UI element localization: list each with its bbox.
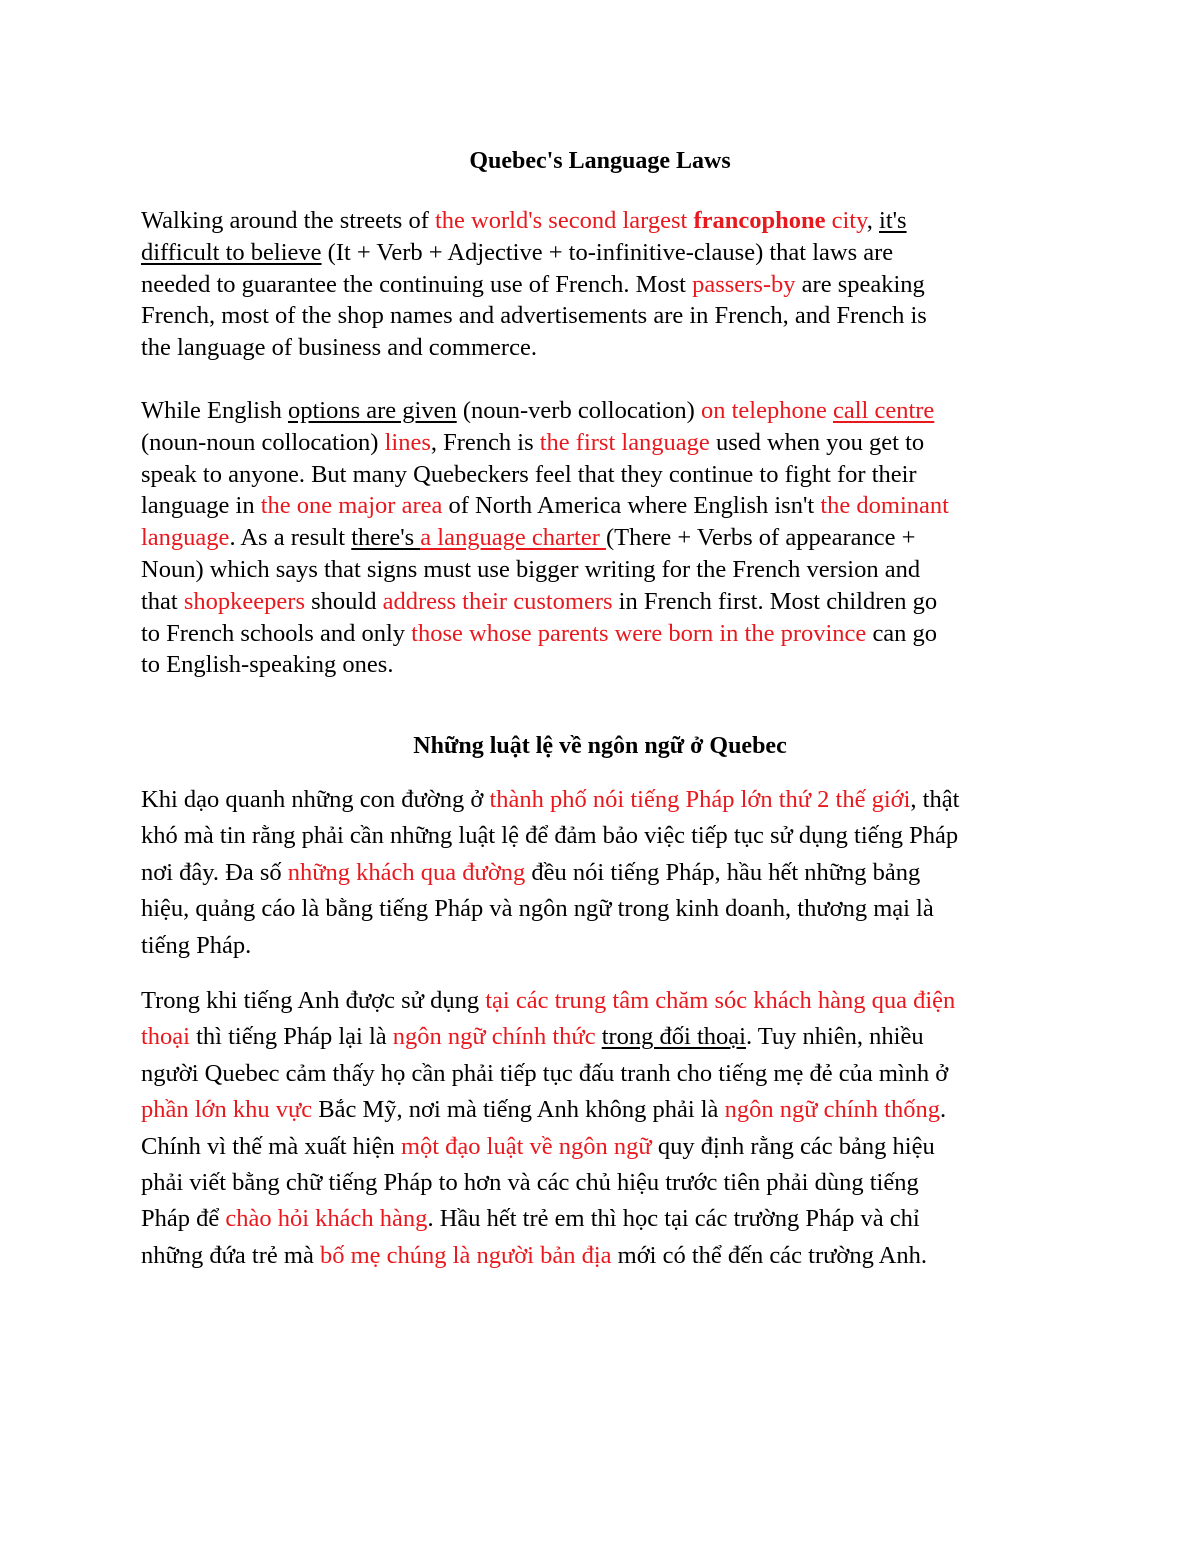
text-run: hiệu, quảng cáo là bằng tiếng Pháp và ngôn ngữ trong kinh doanh, thương mại là [141, 895, 934, 923]
highlighted-phrase: the one major area [260, 492, 443, 520]
vietnamese-paragraph-2 [141, 983, 1066, 1274]
text-run: language in [141, 492, 261, 520]
highlighted-phrase: thoại [141, 1023, 190, 1051]
text-run: Chính vì thế mà xuất hiện [141, 1132, 401, 1160]
english-paragraph-1 [141, 205, 1066, 364]
text-run: there's [351, 524, 421, 552]
text-run: , thật [910, 786, 960, 813]
text-run: to English-speaking ones. [141, 651, 394, 679]
highlighted-phrase: the dominant [820, 492, 949, 520]
highlighted-phrase: call centre [832, 397, 935, 424]
text-run: (noun-noun collocation) [141, 428, 385, 456]
text-run: . Hầu hết trẻ em thì học tại các trường Pháp và chỉ [427, 1205, 920, 1233]
highlighted-phrase: language [141, 524, 230, 552]
text-run: nơi đây. Đa số [141, 858, 288, 886]
highlighted-phrase: francophone [693, 207, 826, 234]
text-run: speak to anyone. But many Quebeckers feel that they continue to fight for their [141, 460, 917, 488]
text-run: mới có thể đến các trường Anh. [611, 1241, 927, 1269]
text-run: , French is [430, 428, 540, 456]
text-run: of North America where English isn't [442, 492, 821, 520]
text-run: quy định rằng các bảng hiệu [651, 1132, 935, 1160]
highlighted-phrase: ngôn ngữ chính thức [392, 1023, 596, 1051]
highlighted-phrase: những khách qua đường [287, 858, 526, 886]
text-run: in French first. Most children go [612, 587, 938, 615]
highlighted-phrase: tại các trung tâm chăm sóc khách hàng qua điện [485, 987, 956, 1014]
highlighted-phrase: passers-by [692, 270, 796, 298]
highlighted-phrase: the world's second largest [435, 207, 694, 234]
text-run: thì tiếng Pháp lại là [190, 1023, 393, 1051]
highlighted-phrase: address their customers [382, 587, 613, 615]
text-run: needed to guarantee the continuing use of French. Most [141, 270, 693, 298]
text-run: Khi dạo quanh những con đường ở [141, 786, 490, 813]
highlighted-phrase: shopkeepers [183, 587, 305, 615]
text-run: used when you get to [709, 428, 925, 456]
english-title: Quebec's Language Laws [469, 148, 731, 174]
highlighted-phrase: lines [384, 428, 431, 456]
text-run: trong đối thoại [601, 1023, 746, 1051]
text-run: Trong khi tiếng Anh được sử dụng [141, 987, 486, 1014]
highlighted-phrase: on telephone [700, 397, 833, 424]
text-run: While English [141, 397, 288, 424]
english-paragraph-2 [141, 395, 1066, 681]
text-run: Noun) which says that signs must use bigger writing for the French version and [141, 555, 921, 583]
vietnamese-title: Những luật lệ về ngôn ngữ ở Quebec [413, 733, 787, 759]
highlighted-phrase: thành phố nói tiếng Pháp lớn thứ 2 thế giới [489, 786, 911, 813]
highlighted-phrase: those whose parents were born in the province [411, 619, 867, 647]
text-run: tiếng Pháp. [141, 931, 252, 959]
text-run: khó mà tin rằng phải cần những luật lệ để đảm bảo việc tiếp tục sử dụng tiếng Pháp [141, 822, 959, 850]
text-run: . Tuy nhiên, nhiều [745, 1023, 924, 1051]
text-run: những đứa trẻ mà [141, 1241, 320, 1269]
text-run: should [304, 587, 383, 615]
text-run: . [939, 1096, 947, 1124]
highlighted-phrase: chào hỏi khách hàng [225, 1205, 428, 1233]
highlighted-phrase: a language charter [420, 524, 606, 552]
text-run: to French schools and only [141, 619, 412, 647]
highlighted-phrase: ngôn ngữ chính thống [724, 1096, 940, 1124]
text-run: đều nói tiếng Pháp, hầu hết những bảng [525, 858, 921, 886]
text-run: , [866, 207, 880, 234]
text-run: it's [879, 207, 907, 234]
text-run: that [141, 587, 184, 615]
text-run: (It + Verb + Adjective + to-infinitive-clause) that laws are [321, 238, 894, 266]
highlighted-phrase: một đạo luật về ngôn ngữ [400, 1132, 652, 1160]
text-run: người Quebec cảm thấy họ cần phải tiếp tục đấu tranh cho tiếng mẹ đẻ của mình ở [141, 1059, 949, 1087]
text-run: can go [866, 619, 938, 647]
text-run: (There + Verbs of appearance + [605, 524, 916, 552]
highlighted-phrase: the first language [539, 428, 710, 456]
text-run: the language of business and commerce. [141, 334, 537, 362]
text-run: Walking around the streets of [141, 207, 435, 234]
text-run: difficult to believe [141, 238, 322, 266]
text-run: . As a result [229, 524, 352, 552]
text-run: Bắc Mỹ, nơi mà tiếng Anh không phải là [312, 1096, 725, 1124]
text-run: French, most of the shop names and advertisements are in French, and French is [141, 302, 927, 330]
highlighted-phrase: bố mẹ chúng là người bản địa [319, 1241, 612, 1269]
text-run: phải viết bằng chữ tiếng Pháp to hơn và các chủ hiệu trước tiên phải dùng tiếng [141, 1169, 919, 1197]
text-run: (noun-verb collocation) [456, 397, 701, 424]
vietnamese-paragraph-1 [141, 782, 1066, 964]
highlighted-phrase: phần lớn khu vực [141, 1096, 313, 1124]
text-run: are speaking [795, 270, 925, 298]
highlighted-phrase: city [825, 207, 867, 234]
text-run: Pháp để [141, 1205, 226, 1233]
text-run: options are given [287, 397, 457, 424]
